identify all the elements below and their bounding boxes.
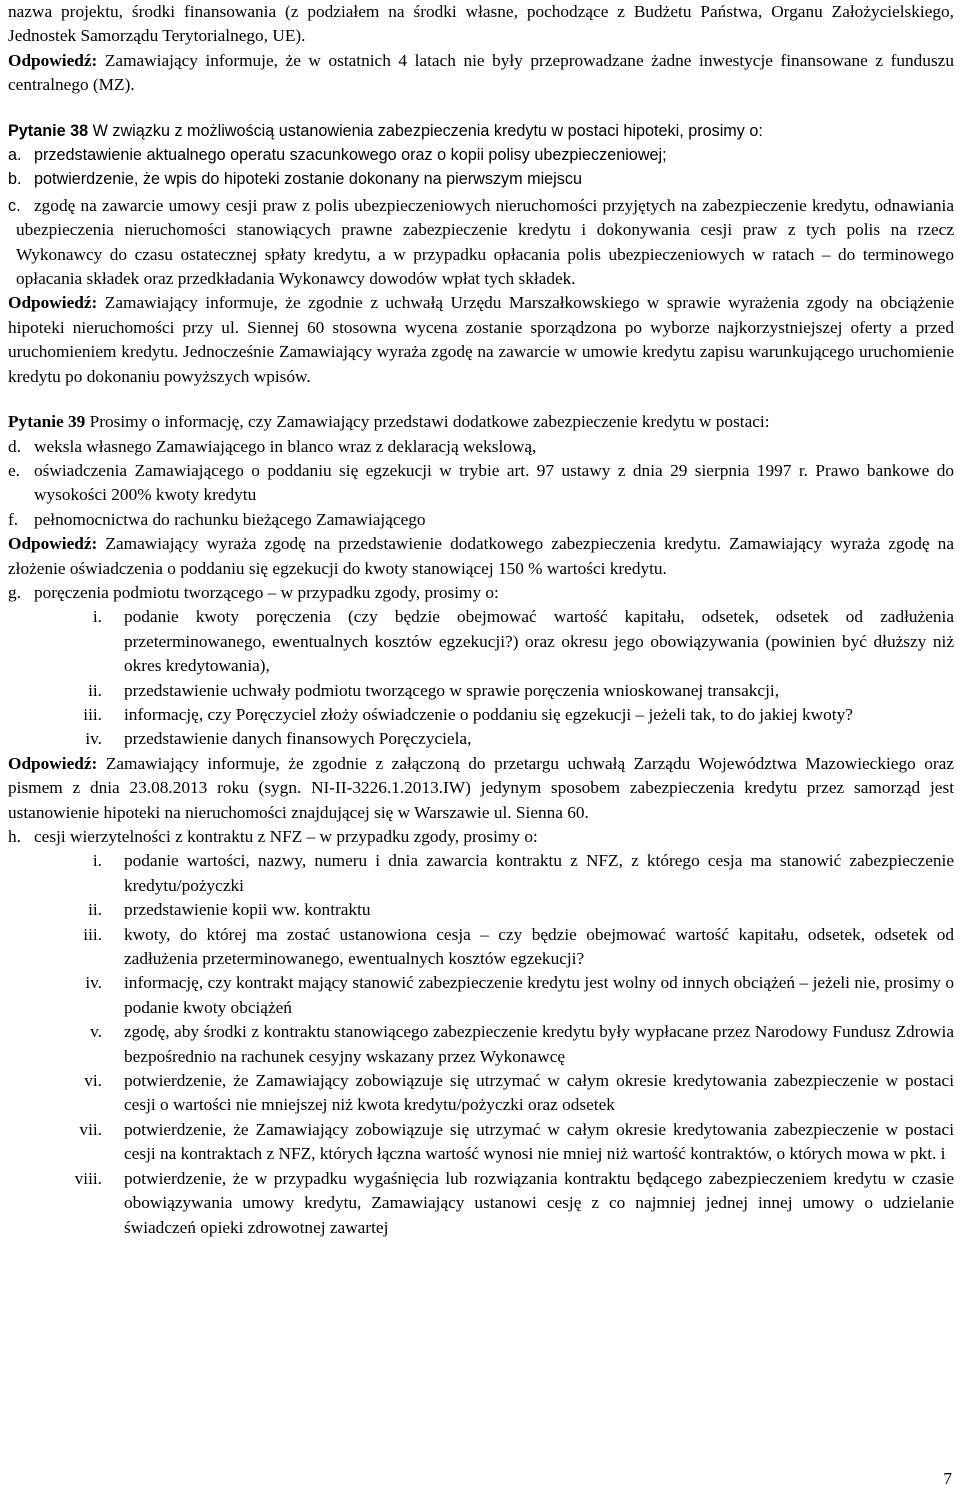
intro-text: nazwa projektu, środki finansowania (z podziałem na środki własne, pochodzące z Budżetu Państwa, Organu Założycielskiego, Jednostek Samorządu Terytorialnego, UE). xyxy=(8,2,954,46)
list-item: f. pełnomocnictwa do rachunku bieżącego Zamawiającego xyxy=(8,509,426,529)
list-item: b. potwierdzenie, że wpis do hipoteki zostanie dokonany na pierwszym miejscu xyxy=(8,170,582,189)
sub-list-item: iv. informację, czy kontrakt mający stanowić zabezpieczenie kredytu jest wolny od innych obciążeń – jeżeli nie, prosimy o podanie kwoty obciążeń xyxy=(85,973,954,1017)
question-text: Prosimy o informację, czy Zamawiający przedstawi dodatkowe zabezpieczenie kredytu w postaci: xyxy=(85,412,770,432)
question-label: Pytanie 38 xyxy=(8,121,89,140)
sub-list-item: iii. kwoty, do której ma zostać ustanowiona cesja – czy będzie obejmować wartość kapitału, odsetek, odsetek od zadłużenia przeterminowanego, ewentualnych kosztów egzekucji? xyxy=(83,924,954,969)
intro-paragraph xyxy=(8,0,954,98)
answer-paragraph xyxy=(8,752,954,825)
sub-list-item: iii. informację, czy Poręczyciel złoży oświadczenie o poddaniu się egzekucji – jeżeli tak, to do jakiej kwoty? xyxy=(83,704,853,724)
list-item: h. cesji wierzytelności z kontraktu z NFZ – w przypadku zgody, prosimy o: xyxy=(8,827,538,846)
sub-list-item: vii. potwierdzenie, że Zamawiający zobowiązuje się utrzymać w całym okresie kredytowania zabezpieczenie w postaci cesji na kontraktach z NFZ, których łączna wartość wynosi nie mniej niż wartość kontraktów, o których mowa w pkt. i xyxy=(79,1119,954,1164)
answer-paragraph xyxy=(8,291,954,389)
list-item: g. poręczenia podmiotu tworzącego – w przypadku zgody, prosimy o: xyxy=(8,582,499,602)
answer-paragraph xyxy=(8,532,954,581)
sub-list-item: viii. potwierdzenie, że w przypadku wygaśnięcia lub rozwiązania kontraktu będącego zabezpieczeniem kredytu w czasie obowiązywania umowy kredytu, Zamawiający ustanowi cesję z co najmniej jednej innej umowy o udzielanie świadczeń opieki zdrowotnej zawartej xyxy=(74,1168,954,1237)
answer-text: Zamawiający informuje, że zgodnie z uchwałą Urzędu Marszałkowskiego w sprawie wyrażenia zgody na obciążenie hipoteki nieruchomości przy ul. Siennej 60 stosowna wycena zostanie sporządzona po wyborze najkorzystniejszej oferty a przed uruchomieniem kredytu. Jednocześnie Zamawiający wyraża zgodę na zawarcie w umowie kredytu zapisu warunkującego uruchomienie kredytu po dokonaniu powyższych wpisów. xyxy=(8,293,954,386)
answer-text: Zamawiający wyraża zgodę na przedstawienie dodatkowego zabezpieczenia kredytu. Zamawiający wyraża zgodę na złożenie oświadczenia o poddaniu się egzekucji do kwoty stanowiącej 150 % wartości kredytu. xyxy=(8,534,954,578)
sub-list-item: ii. przedstawienie uchwały podmiotu tworzącego w sprawie poręczenia wnioskowanej transakcji, xyxy=(88,680,780,700)
question-text: W związku z możliwością ustanowienia zabezpieczenia kredytu w postaci hipoteki, prosimy o: xyxy=(88,121,763,140)
list-item: a. przedstawienie aktualnego operatu szacunkowego oraz o kopii polisy ubezpieczeniowej; xyxy=(8,146,667,165)
list-item: d. weksla własnego Zamawiającego in blanco wraz z deklaracją wekslową, xyxy=(8,436,537,456)
sub-list-item: i. podanie wartości, nazwy, numeru i dnia zawarcia kontraktu z NFZ, z którego cesja ma stanowić zabezpieczenie kredytu/pożyczki xyxy=(92,851,954,895)
answer-text: Zamawiający informuje, że w ostatnich 4 latach nie były przeprowadzane żadne inwestycje finansowane z funduszu centralnego (MZ). xyxy=(8,50,954,95)
sub-list-item: iv. przedstawienie danych finansowych Poręczyciela, xyxy=(85,729,472,749)
question-39 xyxy=(8,410,954,434)
list-item: c. zgodę na zawarcie umowy cesji praw z polis ubezpieczeniowych nieruchomości przyjętych na zabezpieczenie kredytu, odnawiania ubezpieczenia nieruchomości stanowiących prawne zabezpieczenie kredytu i dokonywania cesji praw z tych polis na rzecz Wykonawcy do czasu ostatecznej spłaty kredytu, a w przypadku opłacania polis ubezpieczeniowych w ratach – do terminowego opłacania składek oraz przedkładania Wykonawcy dowodów wpłat tych składek. xyxy=(8,195,954,289)
answer-label: Odpowiedź: xyxy=(8,50,98,70)
list-item: e. oświadczenia Zamawiającego o poddaniu się egzekucji w trybie art. 97 ustawy z dnia 29 sierpnia 1997 r. Prawo bankowe do wysokości 200% kwoty kredytu xyxy=(8,460,954,505)
answer-label: Odpowiedź: xyxy=(8,753,98,773)
sub-list-item: ii. przedstawienie kopii ww. kontraktu xyxy=(88,900,371,920)
sub-list-item: vi. potwierdzenie, że Zamawiający zobowiązuje się utrzymać w całym okresie kredytowania zabezpieczenie w postaci cesji o wartości nie mniejszej niż kwota kredytu/pożyczki oraz odsetek xyxy=(84,1071,954,1115)
question-38 xyxy=(8,119,954,192)
page-number: 7 xyxy=(943,1468,952,1488)
answer-label: Odpowiedź: xyxy=(8,293,98,313)
sub-list-item: i. podanie kwoty poręczenia (czy będzie obejmować wartość kapitału, odsetek, odsetek od zadłużenia przeterminowanego, ewentualnych kosztów egzekucji?) oraz okresu jego obowiązywania (powinien być dłuższy niż okres kredytowania), xyxy=(92,607,954,676)
question-label: Pytanie 39 xyxy=(8,412,86,432)
answer-label: Odpowiedź: xyxy=(8,534,98,554)
answer-text: Zamawiający informuje, że zgodnie z załączoną do przetargu uchwałą Zarządu Województwa Mazowieckiego oraz pismem z dnia 23.08.2013 roku (sygn. NI-II-3226.1.2013.IW) jedynym sposobem zabezpieczenia kredytu przez samorząd jest ustanowienie hipoteki na nieruchomości znajdującej się w Warszawie ul. Sienna 60. xyxy=(8,753,954,822)
sub-list-item: v. zgodę, aby środki z kontraktu stanowiącego zabezpieczenie kredytu były wypłacane przez Narodowy Fundusz Zdrowia bezpośrednio na rachunek cesyjny wskazany przez Wykonawcę xyxy=(90,1022,954,1066)
